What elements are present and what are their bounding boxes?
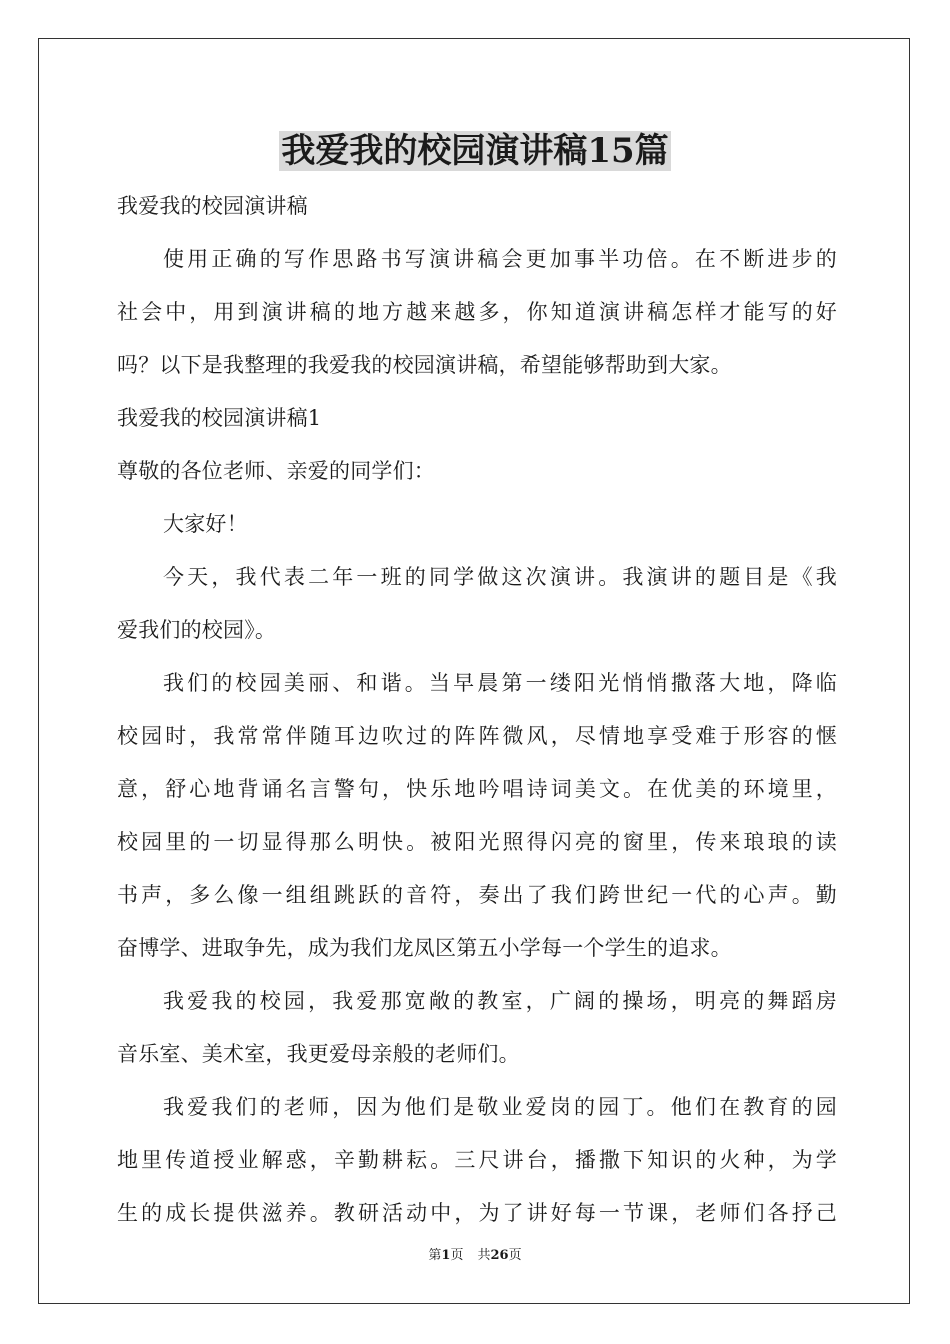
body-line: 我爱我的校园演讲稿1: [117, 406, 322, 430]
body-line: 大家好！: [163, 512, 248, 536]
body-line: 我爱我们的老师，因为他们是敬业爱岗的园丁。他们在教育的园: [163, 1095, 837, 1119]
body-line: 今天，我代表二年一班的同学做这次演讲。我演讲的题目是《我: [163, 565, 837, 589]
body-line: 爱我们的校园》。: [117, 618, 277, 642]
body-line: 我爱我的校园演讲稿: [117, 194, 308, 218]
body-line: 校园时，我常常伴随耳边吹过的阵阵微风，尽情地享受难于形容的惬: [117, 724, 837, 748]
body-line: 吗？以下是我整理的我爱我的校园演讲稿，希望能够帮助到大家。: [117, 353, 732, 377]
document-title: [0, 128, 950, 174]
body-line: 校园里的一切显得那么明快。被阳光照得闪亮的窗里，传来琅琅的读: [117, 830, 837, 854]
body-line: 尊敬的各位老师、亲爱的同学们：: [117, 459, 435, 483]
body-line: 音乐室、美术室，我更爱母亲般的老师们。: [117, 1042, 520, 1066]
body-line: 生的成长提供滋养。教研活动中，为了讲好每一节课，老师们各抒己: [117, 1201, 837, 1225]
body-line: 书声，多么像一组组跳跃的音符，奏出了我们跨世纪一代的心声。勤: [117, 883, 837, 907]
body-line: 使用正确的写作思路书写演讲稿会更加事半功倍。在不断进步的: [163, 247, 837, 271]
body-line: 地里传道授业解惑，辛勤耕耘。三尺讲台，播撒下知识的火种，为学: [117, 1148, 837, 1172]
footer-page-number: 1: [441, 1248, 451, 1263]
footer-page-suffix: 页: [450, 1248, 464, 1263]
footer-total-pages: 26: [490, 1248, 509, 1263]
page-footer: [0, 1247, 950, 1265]
footer-page-prefix: 第: [428, 1248, 442, 1263]
footer-total-prefix: 共: [477, 1248, 491, 1263]
body-line: 奋博学、进取争先，成为我们龙凤区第五小学每一个学生的追求。: [117, 936, 732, 960]
document-title-text: 我爱我的校园演讲稿15篇: [281, 131, 669, 171]
body-line: 社会中，用到演讲稿的地方越来越多，你知道演讲稿怎样才能写的好: [117, 300, 837, 324]
document-body: [117, 180, 837, 1240]
body-line: 意，舒心地背诵名言警句，快乐地吟唱诗词美文。在优美的环境里，: [117, 777, 837, 801]
body-line: 我们的校园美丽、和谐。当早晨第一缕阳光悄悄撒落大地，降临: [163, 671, 837, 695]
body-line: 我爱我的校园，我爱那宽敞的教室，广阔的操场，明亮的舞蹈房: [163, 989, 837, 1013]
footer-total-suffix: 页: [508, 1248, 522, 1263]
